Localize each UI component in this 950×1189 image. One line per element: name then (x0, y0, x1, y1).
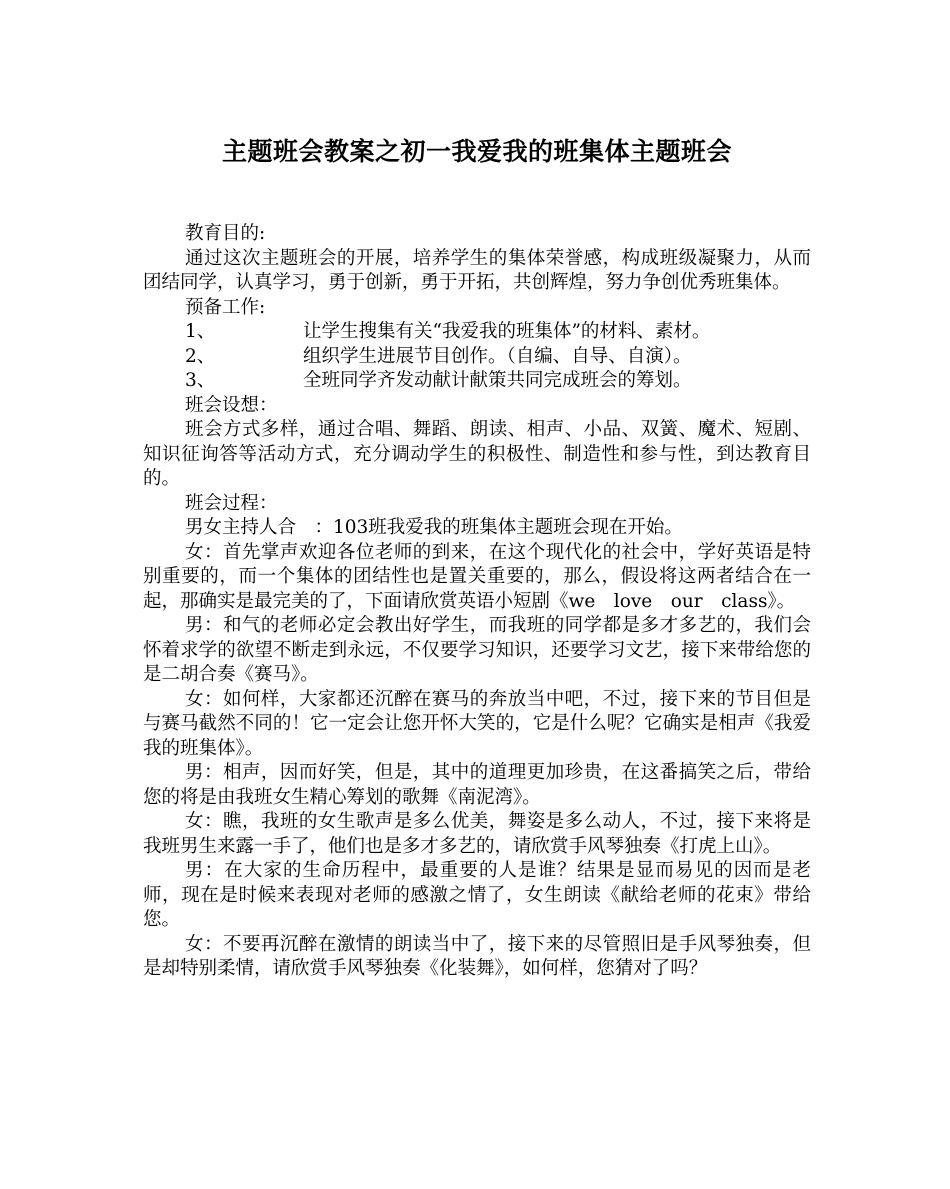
document-title: 主题班会教案之初一我爱我的班集体主题班会 (221, 137, 732, 166)
paragraph: 女：首先掌声欢迎各位老师的到来，在这个现代化的社会中，学好英语是特别重要的，而一个集体的团结性也是置关重要的，那么，假设将这两者结合在一起，那确实是最完美的了，下面请欣赏英语小短剧《we love our class》。 (143, 541, 811, 612)
paragraph: 男：在大家的生命历程中，最重要的人是谁？结果是显而易见的因而是老师，现在是时候来表现对老师的感激之情了，女生朗读《献给老师的花束》带给您。 (143, 860, 811, 930)
paragraph: 男：相声，因而好笑，但是，其中的道理更加珍贵，在这番搞笑之后，带给您的将是由我班女生精心筹划的歌舞《南泥湾》。 (143, 762, 811, 808)
paragraph: 女：瞧，我班的女生歌声是多么优美，舞姿是多么动人，不过，接下来将是我班男生来露一手了，他们也是多才多艺的，请欣赏手风琴独奏《打虎上山》。 (143, 811, 811, 857)
list-text: 组织学生进展节目创作。（自编、自导、自演）。 (303, 345, 692, 367)
list-text: 让学生搜集有关“我爱我的班集体”的材料、素材。 (303, 321, 711, 342)
paragraph: 预备工作: (185, 296, 266, 318)
paragraph: 班会方式多样，通过合唱、舞蹈、朗读、相声、小品、双簧、魔术、短剧、知识征询答等活动方式，充分调动学生的积极性、制造性和参与性，到达教育目的。 (143, 419, 811, 489)
list-item (143, 345, 811, 370)
paragraph: 女：如何样，大家都还沉醉在赛马的奔放当中吧，不过，接下来的节目但是与赛马截然不同的！它一定会让您开怀大笑的，它是什么呢？它确实是相声《我爱我的班集体》。 (143, 688, 811, 759)
list-item (143, 320, 811, 345)
list-text: 全班同学齐发动献计献策共同完成班会的筹划。 (303, 370, 692, 391)
paragraph: 班会过程： (185, 492, 278, 514)
document-page (143, 130, 811, 982)
list-number: 3、 (185, 370, 216, 391)
paragraph: 教育目的: (185, 223, 266, 244)
paragraph: 班会设想： (185, 394, 278, 416)
paragraph: 男：和气的老师必定会教出好学生，而我班的同学都是多才多艺的，我们会怀着求学的欲望不断走到永远，不仅要学习知识，还要学习文艺，接下来带给您的是二胡合奏《赛马》。 (143, 615, 811, 685)
list-number: 1、 (185, 321, 216, 342)
paragraph: 通过这次主题班会的开展，培养学生的集体荣誉感，构成班级凝聚力，从而团结同学，认真学习，勇于创新，勇于开拓，共创辉煌，努力争创优秀班集体。 (143, 247, 811, 293)
paragraph: 女：不要再沉醉在激情的朗读当中了，接下来的尽管照旧是手风琴独奏，但是却特别柔情，请欣赏手风琴独奏《化装舞》，如何样，您猜对了吗？ (143, 933, 811, 979)
list-item (143, 369, 811, 394)
list-number: 2、 (185, 345, 216, 367)
paragraph: 男女主持人合 ：103班我爱我的班集体主题班会现在开始。 (185, 517, 683, 538)
